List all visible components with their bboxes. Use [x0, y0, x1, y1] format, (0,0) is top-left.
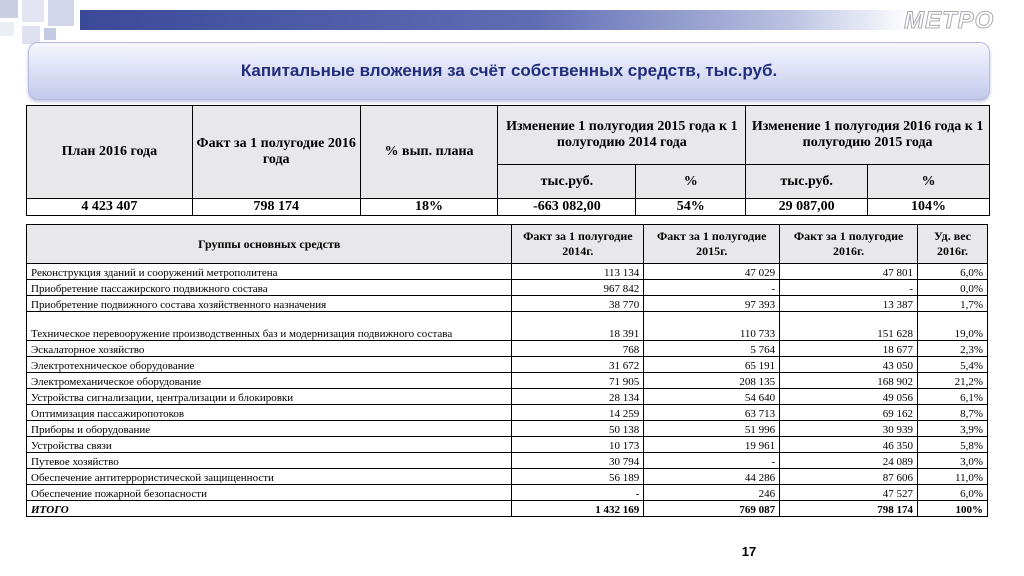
summary-header-row — [27, 106, 990, 165]
table-row — [27, 312, 988, 341]
table-row — [27, 296, 988, 312]
group-name: ИТОГО — [27, 501, 512, 517]
fact-2014-value: 768 — [512, 341, 644, 357]
fact-2015-value: 97 393 — [644, 296, 780, 312]
table-row — [27, 264, 988, 280]
fact-2014-value: 71 905 — [512, 373, 644, 389]
table-row — [27, 280, 988, 296]
header-fact-2016: Факт за 1 полугодие 2016г. — [780, 225, 918, 264]
fact-2016-value: 49 056 — [780, 389, 918, 405]
header-pct-plan: % вып. плана — [360, 106, 498, 199]
fact-2016-value: 46 350 — [780, 437, 918, 453]
decor-square — [22, 0, 44, 22]
fact-2015-value: 208 135 — [644, 373, 780, 389]
fact-2014-value: 18 391 — [512, 312, 644, 341]
fact-2015-value: 63 713 — [644, 405, 780, 421]
table-row — [27, 373, 988, 389]
fact-2014-value: - — [512, 485, 644, 501]
change-2015-pct: 54% — [636, 199, 746, 216]
header-plan: План 2016 года — [27, 106, 193, 199]
fact-2014-value: 28 134 — [512, 389, 644, 405]
group-name: Обеспечение антитеррористической защищенности — [27, 469, 512, 485]
fact-2016-value: 43 050 — [780, 357, 918, 373]
share-2016-value: 1,7% — [918, 296, 988, 312]
table-row — [27, 341, 988, 357]
share-2016-value: 6,1% — [918, 389, 988, 405]
fact-2015-value: 47 029 — [644, 264, 780, 280]
decor-square — [0, 0, 18, 18]
fact-2014-value: 31 672 — [512, 357, 644, 373]
header-group-name: Группы основных средств — [27, 225, 512, 264]
group-name: Путевое хозяйство — [27, 453, 512, 469]
change-2016-abs: 29 087,00 — [746, 199, 868, 216]
group-name: Эскалаторное хозяйство — [27, 341, 512, 357]
group-name: Оптимизация пассажиропотоков — [27, 405, 512, 421]
header-fact-2015: Факт за 1 полугодие 2015г. — [644, 225, 780, 264]
fact-2014-value: 10 173 — [512, 437, 644, 453]
share-2016-value: 3,0% — [918, 453, 988, 469]
share-2016-value: 100% — [918, 501, 988, 517]
groups-body — [27, 264, 988, 517]
fact-2016-value: 151 628 — [780, 312, 918, 341]
fact-2015-value: 51 996 — [644, 421, 780, 437]
share-2016-value: 6,0% — [918, 264, 988, 280]
fact-2016-value: 168 902 — [780, 373, 918, 389]
fact-2016-value: 18 677 — [780, 341, 918, 357]
summary-values-row — [27, 199, 990, 216]
fact-value: 798 174 — [192, 199, 360, 216]
table-row — [27, 357, 988, 373]
header-fact-2014: Факт за 1 полугодие 2014г. — [512, 225, 644, 264]
fact-2014-value: 50 138 — [512, 421, 644, 437]
table-row — [27, 389, 988, 405]
share-2016-value: 21,2% — [918, 373, 988, 389]
title-banner — [28, 42, 990, 100]
fact-2016-value: - — [780, 280, 918, 296]
share-2016-value: 8,7% — [918, 405, 988, 421]
header-change-2016: Изменение 1 полугодия 2016 года к 1 полугодию 2015 года — [746, 106, 990, 165]
total-row — [27, 501, 988, 517]
fact-2016-value: 24 089 — [780, 453, 918, 469]
fact-2016-value: 69 162 — [780, 405, 918, 421]
group-name: Приборы и оборудование — [27, 421, 512, 437]
page-title: Капитальные вложения за счёт собственных средств, тыс.руб. — [240, 61, 778, 80]
fact-2014-value: 1 432 169 — [512, 501, 644, 517]
share-2016-value: 2,3% — [918, 341, 988, 357]
share-2016-value: 19,0% — [918, 312, 988, 341]
fact-2015-value: 44 286 — [644, 469, 780, 485]
fact-2014-value: 967 842 — [512, 280, 644, 296]
header-tys-rub: тыс.руб. — [498, 165, 636, 199]
fact-2015-value: - — [644, 280, 780, 296]
change-2015-abs: -663 082,00 — [498, 199, 636, 216]
change-2016-pct: 104% — [868, 199, 990, 216]
group-name: Электротехническое оборудование — [27, 357, 512, 373]
group-name: Устройства сигнализации, централизации и блокировки — [27, 389, 512, 405]
fact-2015-value: - — [644, 453, 780, 469]
fact-2014-value: 113 134 — [512, 264, 644, 280]
header-percent: % — [868, 165, 990, 199]
decor-square — [48, 0, 74, 26]
fact-2016-value: 798 174 — [780, 501, 918, 517]
share-2016-value: 3,9% — [918, 421, 988, 437]
group-name: Техническое перевооружение производственных баз и модернизация подвижного состава — [27, 312, 512, 341]
group-name: Устройства связи — [27, 437, 512, 453]
fact-2015-value: 5 764 — [644, 341, 780, 357]
header-fact: Факт за 1 полугодие 2016 года — [192, 106, 360, 199]
group-name: Приобретение подвижного состава хозяйственного назначения — [27, 296, 512, 312]
share-2016-value: 6,0% — [918, 485, 988, 501]
share-2016-value: 11,0% — [918, 469, 988, 485]
summary-table — [26, 105, 990, 216]
table-row — [27, 405, 988, 421]
fact-2015-value: 769 087 — [644, 501, 780, 517]
fact-2014-value: 38 770 — [512, 296, 644, 312]
fact-2014-value: 56 189 — [512, 469, 644, 485]
page-number: 17 — [741, 544, 757, 559]
fact-2016-value: 87 606 — [780, 469, 918, 485]
group-name: Обеспечение пожарной безопасности — [27, 485, 512, 501]
metro-logo: МЕТРО — [904, 7, 995, 34]
share-2016-value: 5,8% — [918, 437, 988, 453]
table-row — [27, 469, 988, 485]
header-change-2015: Изменение 1 полугодия 2015 года к 1 полугодию 2014 года — [498, 106, 746, 165]
fact-2015-value: 246 — [644, 485, 780, 501]
decor-square — [44, 28, 56, 40]
header-gradient-bar — [80, 10, 910, 30]
plan-value: 4 423 407 — [27, 199, 193, 216]
share-2016-value: 0,0% — [918, 280, 988, 296]
fact-2015-value: 19 961 — [644, 437, 780, 453]
fact-2015-value: 65 191 — [644, 357, 780, 373]
fact-2016-value: 13 387 — [780, 296, 918, 312]
fact-2016-value: 47 527 — [780, 485, 918, 501]
pct-plan-value: 18% — [360, 199, 498, 216]
share-2016-value: 5,4% — [918, 357, 988, 373]
fact-2014-value: 14 259 — [512, 405, 644, 421]
table-row — [27, 421, 988, 437]
header-tys-rub: тыс.руб. — [746, 165, 868, 199]
groups-table — [26, 224, 988, 517]
fact-2015-value: 110 733 — [644, 312, 780, 341]
fact-2016-value: 30 939 — [780, 421, 918, 437]
fact-2014-value: 30 794 — [512, 453, 644, 469]
table-row — [27, 453, 988, 469]
table-row — [27, 485, 988, 501]
fact-2016-value: 47 801 — [780, 264, 918, 280]
header-percent: % — [636, 165, 746, 199]
groups-header-row — [27, 225, 988, 264]
fact-2015-value: 54 640 — [644, 389, 780, 405]
group-name: Электромеханическое оборудование — [27, 373, 512, 389]
header-share-2016: Уд. вес 2016г. — [918, 225, 988, 264]
group-name: Реконструкция зданий и сооружений метрополитена — [27, 264, 512, 280]
decor-square — [0, 22, 14, 36]
group-name: Приобретение пассажирского подвижного состава — [27, 280, 512, 296]
table-row — [27, 437, 988, 453]
